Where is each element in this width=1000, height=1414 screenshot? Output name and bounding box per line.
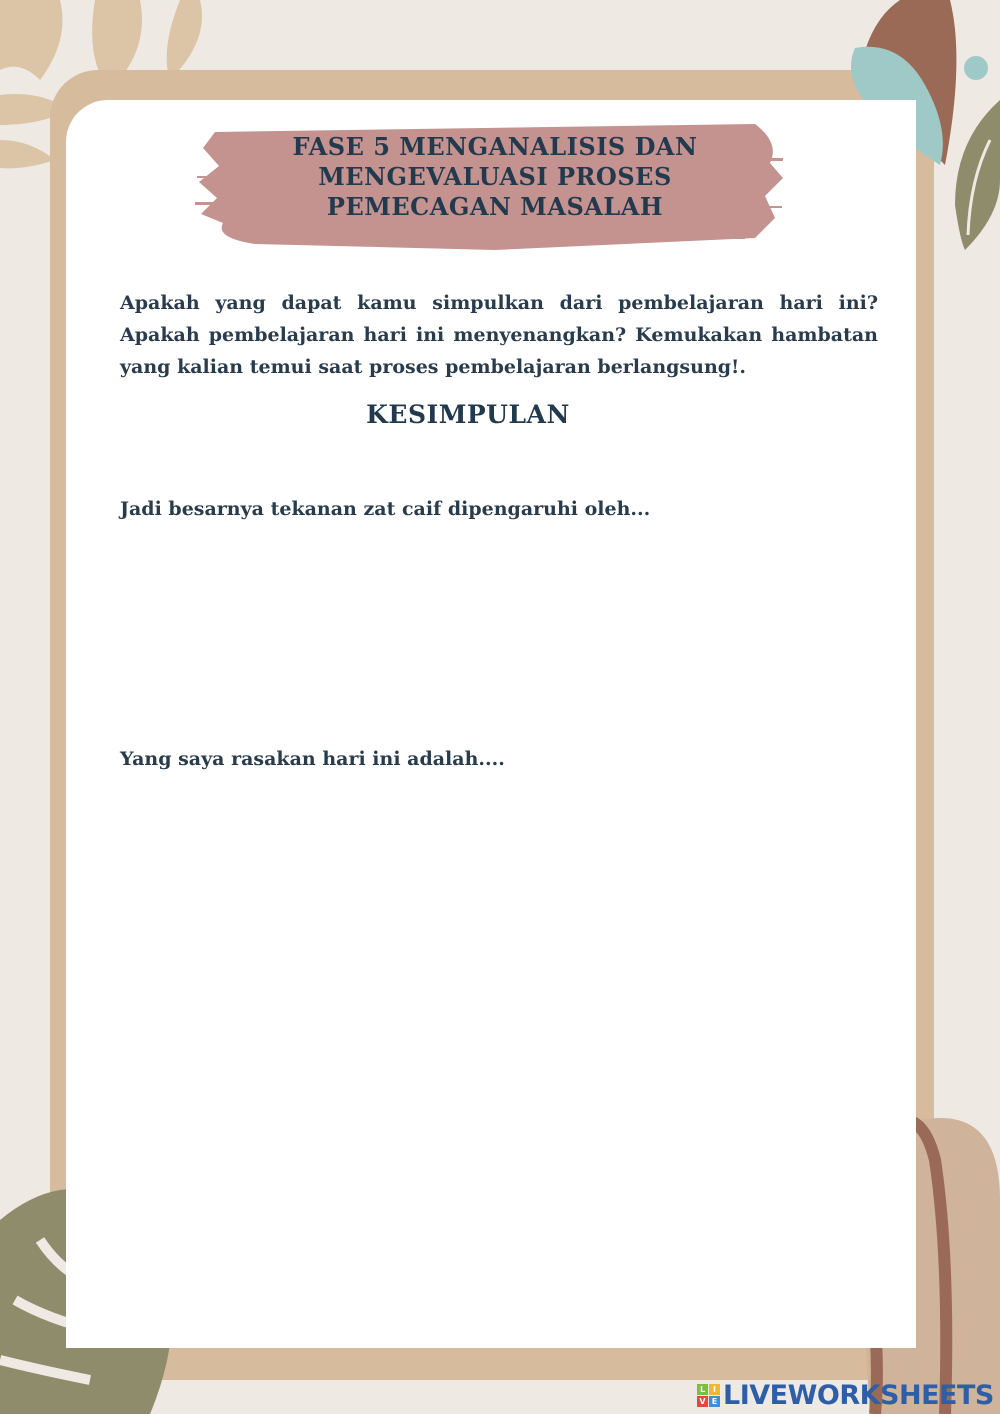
- title-line-3: PEMECAGAN MASALAH: [326, 192, 664, 221]
- instructions-paragraph: [120, 287, 878, 383]
- instructions-line-1: Apakah yang dapat kamu simpulkan dari pembelajaran hari ini?: [120, 292, 878, 314]
- liveworksheets-icon: L I V E: [697, 1384, 720, 1407]
- instructions-line-2: Apakah pembelajaran hari ini menyenangkan? Kemukakan hambatan: [120, 324, 878, 346]
- liveworksheets-logo: [697, 1379, 994, 1411]
- title-line-2: MENGEVALUASI PROSES: [318, 162, 672, 191]
- section-heading: KESIMPULAN: [366, 400, 570, 429]
- liveworksheets-wordmark: LIVEWORKSHEETS: [723, 1379, 994, 1411]
- feeling-prompt: Yang saya rasakan hari ini adalah....: [120, 748, 505, 770]
- title-banner: [195, 118, 785, 253]
- page-title: [195, 132, 785, 222]
- instructions-line-3: yang kalian temui saat proses pembelajaran berlangsung!.: [120, 356, 746, 378]
- conclusion-prompt: Jadi besarnya tekanan zat caif dipengaruhi oleh...: [120, 498, 651, 520]
- title-line-1: FASE 5 MENGANALISIS DAN: [292, 132, 698, 161]
